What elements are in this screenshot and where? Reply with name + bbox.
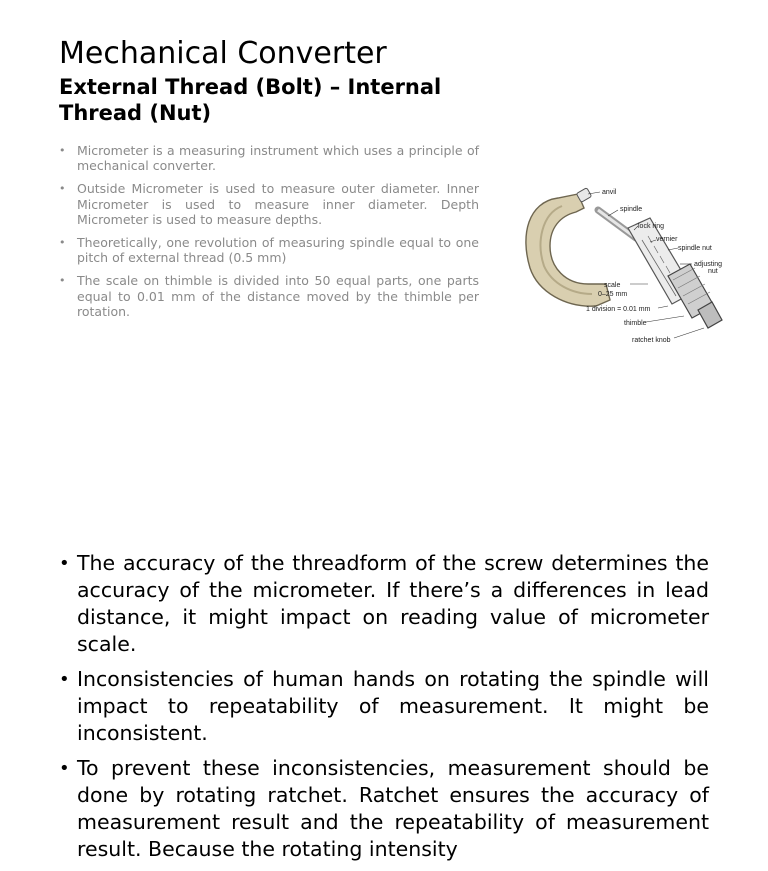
list-item <box>59 181 479 227</box>
bullet-text: To prevent these inconsistencies, measurement should be done by rotating ratchet. Ratchet ensures the accuracy of measurement result and the repeatability of measurement result. Because the rotating intensity <box>77 756 709 861</box>
label-scale: scale <box>604 282 621 289</box>
micrometer-diagram <box>518 180 728 350</box>
list-item <box>59 550 709 658</box>
bullet-icon: • <box>59 144 66 157</box>
bullet-icon: • <box>59 758 70 779</box>
label-nut: nut <box>708 268 718 275</box>
list-item <box>59 666 709 747</box>
label-adjusting: adjusting <box>694 261 723 268</box>
label-division: 1 division = 0.01 mm <box>586 306 651 313</box>
bullet-text: Inconsistencies of human hands on rotating the spindle will impact to repeatability of measurement. It might be inconsistent. <box>77 667 709 745</box>
label-spindle-nut: spindle nut <box>678 245 712 252</box>
intro-bullet-list <box>59 143 479 327</box>
list-item <box>59 235 479 265</box>
list-item <box>59 143 479 173</box>
list-item <box>59 755 709 863</box>
slide-title: Mechanical Converter <box>59 36 387 71</box>
label-ratchet-knob: ratchet knob <box>632 337 671 344</box>
slide-subtitle: External Thread (Bolt) – Internal Thread (Nut) <box>59 75 442 125</box>
label-anvil: anvil <box>602 189 617 196</box>
bullet-icon: • <box>59 182 66 196</box>
bullet-icon: • <box>59 669 70 690</box>
label-lock-ring: lock ring <box>638 223 665 230</box>
explanation-bullet-list <box>59 550 709 871</box>
label-scale-range: 0–25 mm <box>598 291 628 298</box>
label-vernier: vernier <box>656 236 678 243</box>
label-spindle: spindle <box>620 206 643 213</box>
bullet-text: Outside Micrometer is used to measure outer diameter. Inner Micrometer is used to measure inner diameter. Depth Micrometer is used to measure depths. <box>77 181 479 227</box>
bullet-icon: • <box>59 274 66 288</box>
bullet-icon: • <box>59 553 70 574</box>
bullet-text: Micrometer is a measuring instrument which uses a principle of mechanical converter. <box>77 143 479 174</box>
bullet-text: The accuracy of the threadform of the screw determines the accuracy of the micrometer. If there’s a differences in lead distance, it might impact on reading value of micrometer scale. <box>77 551 709 656</box>
bullet-icon: • <box>59 236 66 250</box>
label-thimble: thimble <box>624 320 647 327</box>
bullet-text: Theoretically, one revolution of measuring spindle equal to one pitch of external thread (0.5 mm) <box>77 235 479 266</box>
bullet-text: The scale on thimble is divided into 50 equal parts, one parts equal to 0.01 mm of the distance moved by the thimble per rotation. <box>77 273 479 319</box>
list-item <box>59 273 479 319</box>
